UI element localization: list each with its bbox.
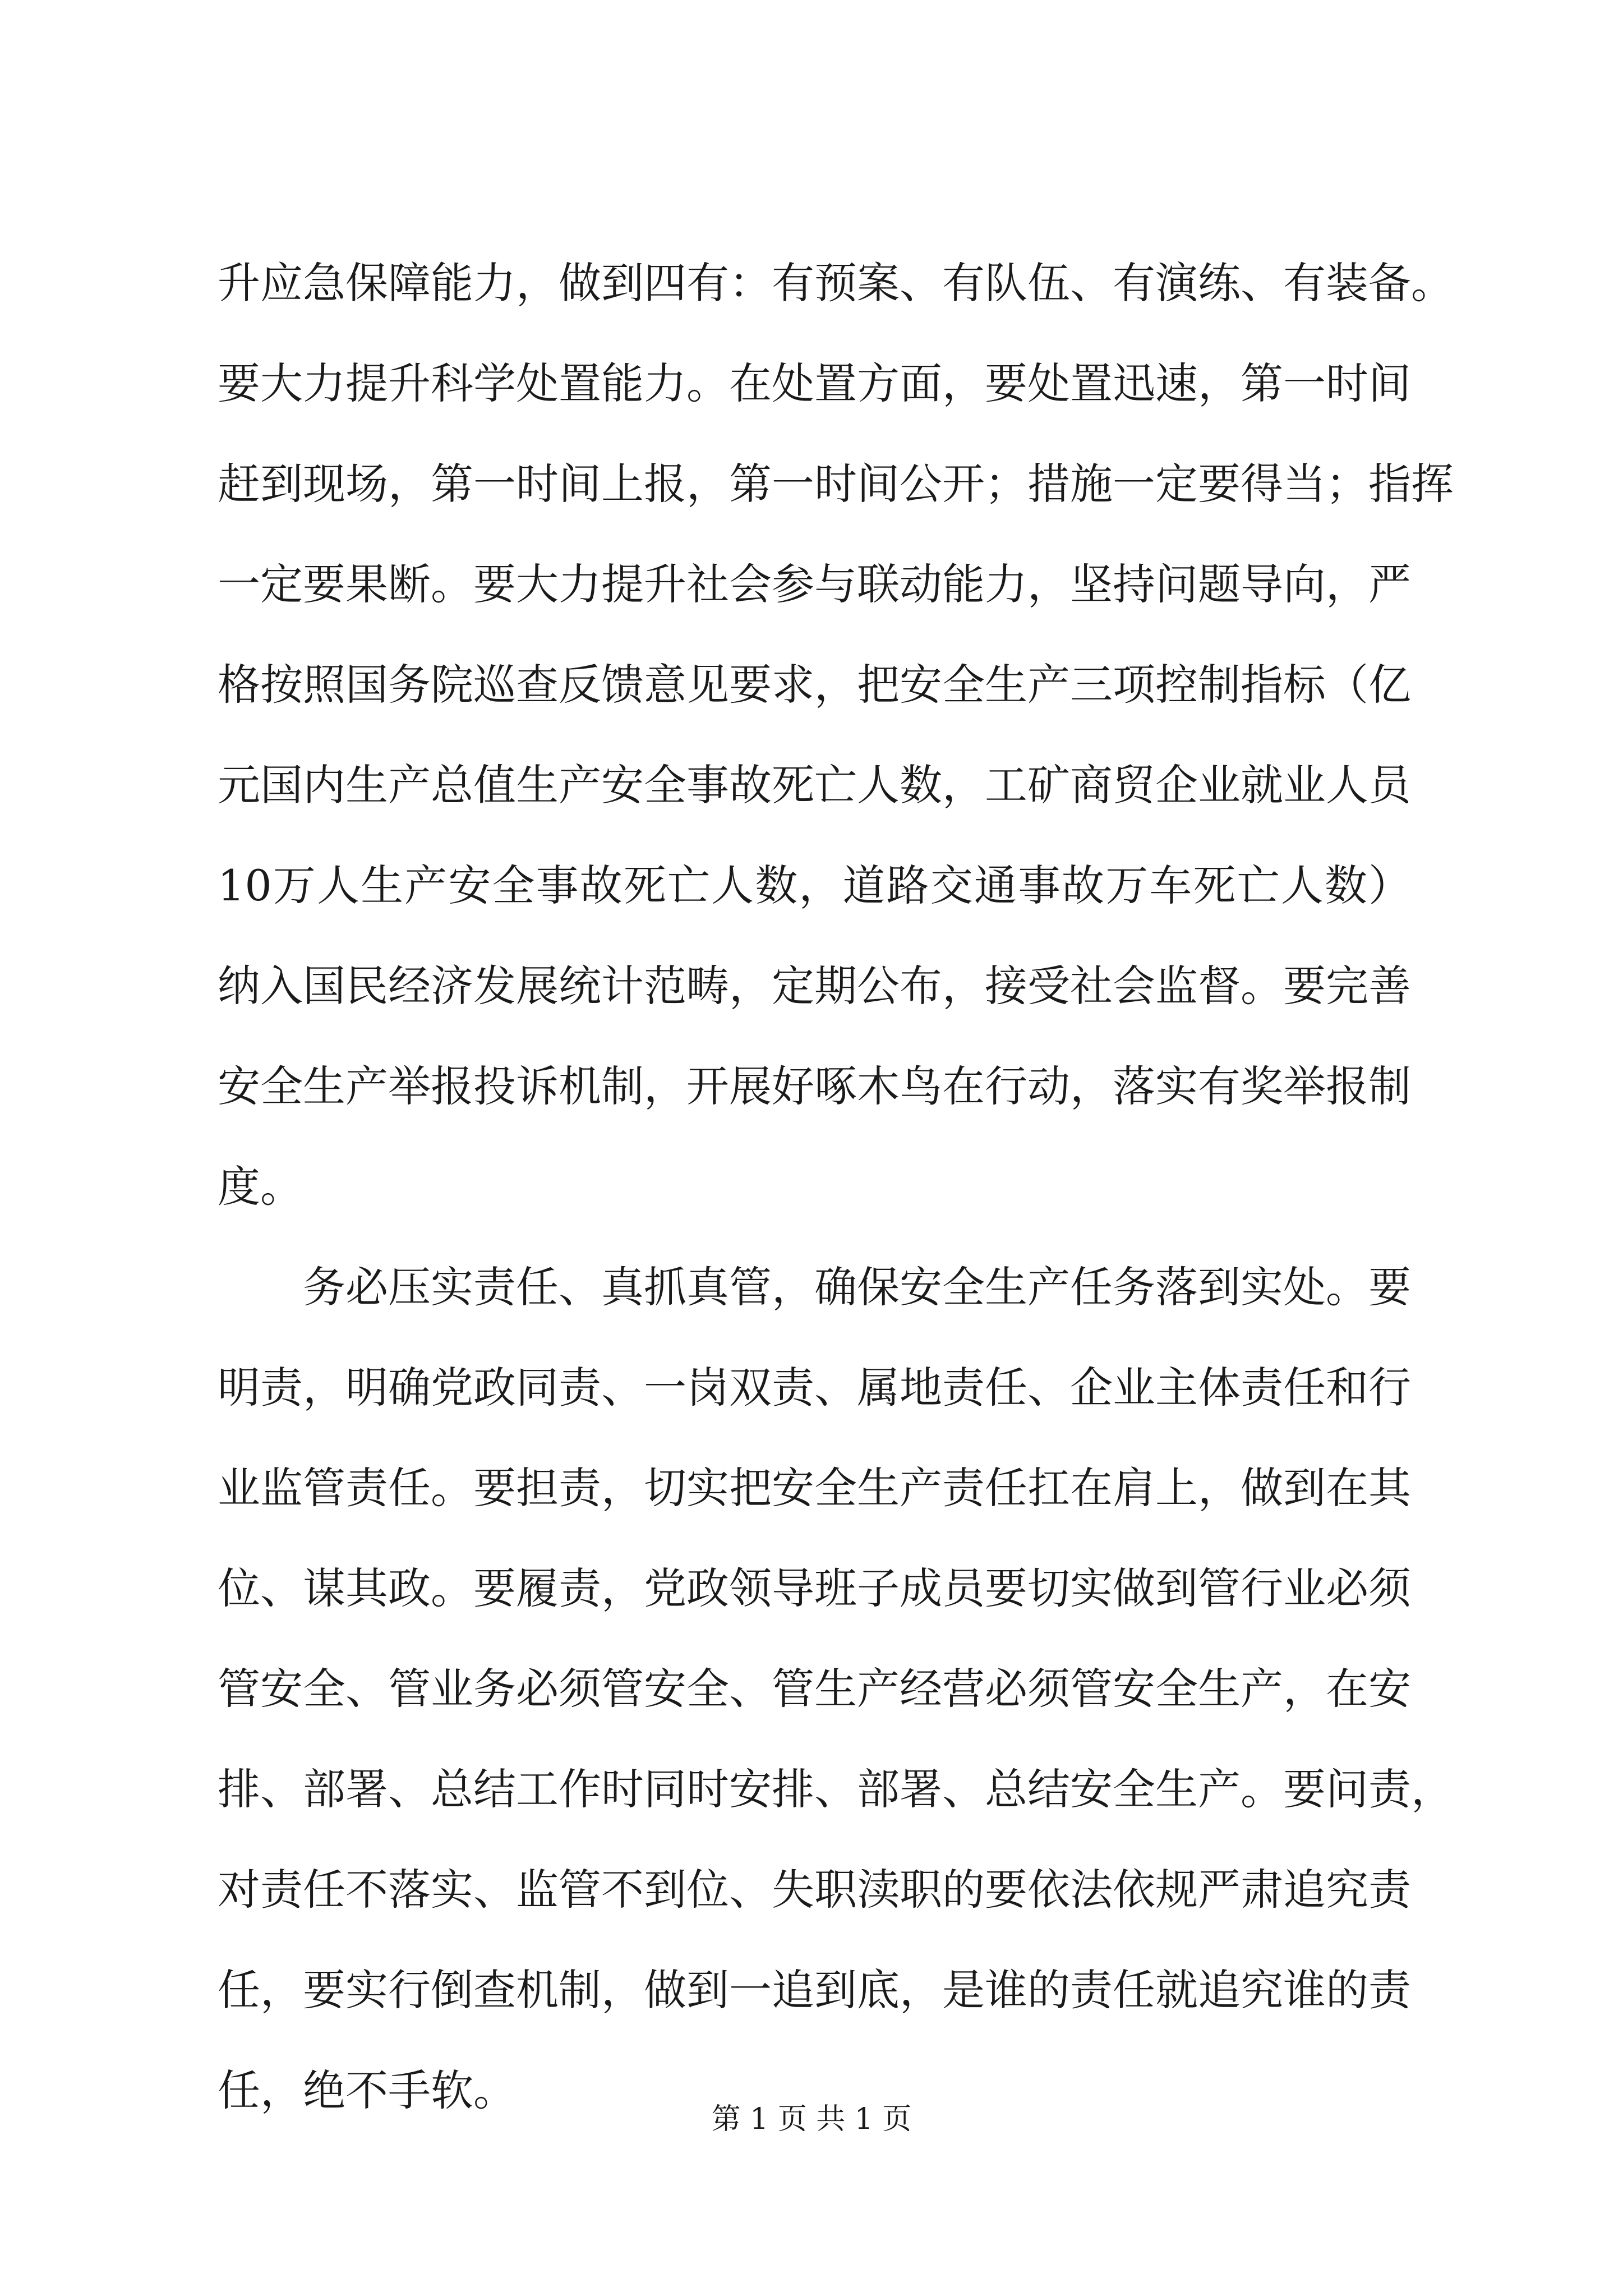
paragraph-line: 元国内生产总值生产安全事故死亡人数，工矿商贸企业就业人员	[218, 760, 1411, 810]
paragraph-line: 升应急保障能力，做到四有：有预案、有队伍、有演练、有装备。	[218, 258, 1454, 308]
paragraph-line: 位、谋其政。要履责，党政领导班子成员要切实做到管行业必须	[218, 1563, 1411, 1613]
paragraph-line: 纳入国民经济发展统计范畴，定期公布，接受社会监督。要完善	[218, 961, 1411, 1011]
paragraph-line: 务必压实责任、真抓真管，确保安全生产任务落到实处。要	[303, 1262, 1411, 1312]
paragraph-1	[218, 233, 1454, 1237]
paragraph-line: 度。	[218, 1162, 303, 1212]
paragraph-line: 业监管责任。要担责，切实把安全生产责任扛在肩上，做到在其	[218, 1463, 1411, 1513]
paragraph-line: 对责任不落实、监管不到位、失职渎职的要依法依规严肃追究责	[218, 1865, 1411, 1915]
paragraph-line: 安全生产举报投诉机制，开展好啄木鸟在行动，落实有奖举报制	[218, 1061, 1411, 1111]
paragraph-line: 赶到现场，第一时间上报，第一时间公开；措施一定要得当；指挥	[218, 459, 1454, 509]
paragraph-line: 排、部署、总结工作时同时安排、部署、总结安全生产。要问责，	[218, 1764, 1454, 1814]
body-text	[218, 233, 1454, 2141]
paragraph-2	[218, 1237, 1454, 2141]
paragraph-line: 一定要果断。要大力提升社会参与联动能力，坚持问题导向，严	[218, 559, 1411, 609]
page-number-label: 第 1 页 共 1 页	[711, 2102, 912, 2136]
paragraph-line: 管安全、管业务必须管安全、管生产经营必须管安全生产，在安	[218, 1664, 1411, 1714]
paragraph-line: 任，绝不手软。	[218, 2065, 516, 2115]
paragraph-line: 格按照国务院巡查反馈意见要求，把安全生产三项控制指标（亿	[218, 660, 1411, 710]
paragraph-line: 任，要实行倒查机制，做到一追到底，是谁的责任就追究谁的责	[218, 1965, 1411, 2015]
paragraph-line: 10万人生产安全事故死亡人数，道路交通事故万车死亡人数）	[218, 861, 1411, 910]
paragraph-line: 要大力提升科学处置能力。在处置方面，要处置迅速，第一时间	[218, 358, 1411, 408]
page-footer	[0, 2097, 1623, 2142]
paragraph-line: 明责，明确党政同责、一岗双责、属地责任、企业主体责任和行	[218, 1363, 1411, 1412]
